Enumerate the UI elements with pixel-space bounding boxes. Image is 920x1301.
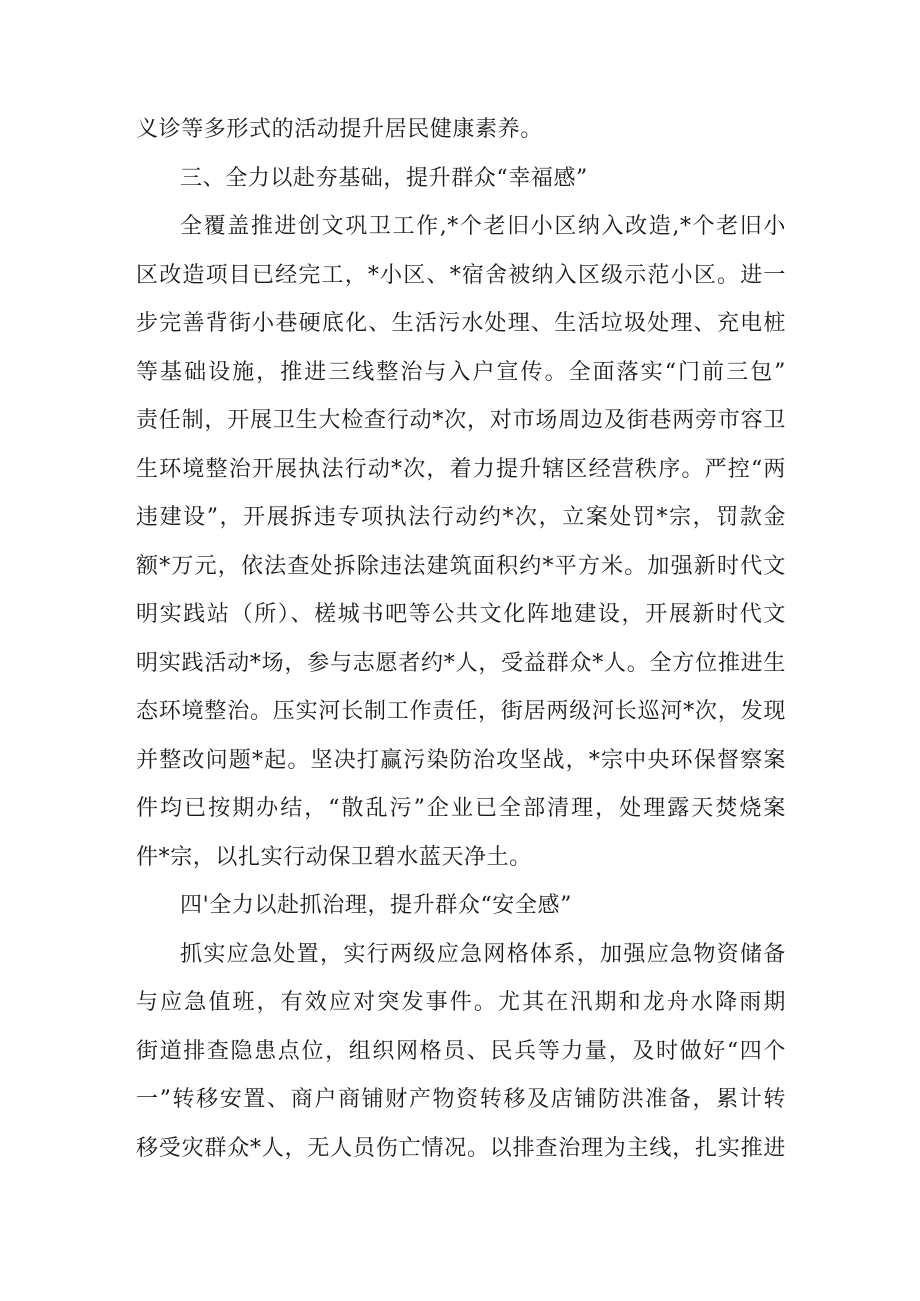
section-heading-4: 四'全力以赴抓治理，提升群众“安全感” bbox=[180, 893, 572, 918]
paragraph-line: 义诊等多形式的活动提升居民健康素养。 bbox=[136, 117, 543, 142]
paragraph-line: 生环境整治开展执法行动*次，着力提升辖区经营秩序。严控“两 bbox=[136, 456, 786, 482]
paragraph-line: 件均已按期办结，“散乱污”企业已全部清理，处理露天焚烧案 bbox=[136, 796, 786, 821]
document-body bbox=[136, 106, 786, 1173]
paragraph-line: 区改造项目已经完工，*小区、*宿舍被纳入区级示范小区。进一 bbox=[136, 262, 786, 288]
section-heading-3: 三、全力以赴夯基础，提升群众“幸福感” bbox=[180, 165, 588, 191]
paragraph-line: 抓实应急处置，实行两级应急网格体系，加强应急物资储备 bbox=[180, 941, 786, 967]
paragraph-line: 责任制，开展卫生大检查行动*次，对市场周边及街巷两旁市容卫 bbox=[136, 408, 786, 433]
paragraph-line: 等基础设施，推进三线整治与入户宣传。全面落实“门前三包” bbox=[136, 359, 786, 385]
paragraph-line: 明实践站（所）、槎城书吧等公共文化阵地建设，开展新时代文 bbox=[136, 602, 786, 627]
paragraph-line: 额*万元，依法查处拆除违法建筑面积约*平方米。加强新时代文 bbox=[136, 553, 786, 579]
paragraph-line: 街道排查隐患点位，组织网格员、民兵等力量，及时做好“四个 bbox=[136, 1038, 786, 1064]
paragraph-line: 全覆盖推进创文巩卫工作,*个老旧小区纳入改造,*个老旧小 bbox=[180, 214, 786, 239]
paragraph-line: 明实践活动*场，参与志愿者约*人，受益群众*人。全方位推进生 bbox=[136, 650, 786, 676]
paragraph-line: 态环境整治。压实河长制工作责任，街居两级河长巡河*次，发现 bbox=[136, 699, 786, 724]
paragraph-line: 移受灾群众*人，无人员伤亡情况。以排查治理为主线，扎实推进 bbox=[136, 1135, 786, 1161]
paragraph-line: 与应急值班，有效应对突发事件。尤其在汛期和龙舟水降雨期 bbox=[136, 990, 786, 1015]
paragraph-line: 件*宗，以扎实行动保卫碧水蓝天净土。 bbox=[136, 844, 532, 870]
paragraph-line: 违建设”，开展拆违专项执法行动约*次，立案处罚*宗，罚款金 bbox=[136, 505, 786, 530]
paragraph-line: 步完善背街小巷硬底化、生活污水处理、生活垃圾处理、充电桩 bbox=[136, 311, 786, 336]
paragraph-line: 并整改问题*起。坚决打赢污染防治攻坚战，*宗中央环保督察案 bbox=[136, 747, 786, 773]
paragraph-line: 一”转移安置、商户商铺财产物资转移及店铺防洪准备，累计转 bbox=[136, 1087, 786, 1112]
